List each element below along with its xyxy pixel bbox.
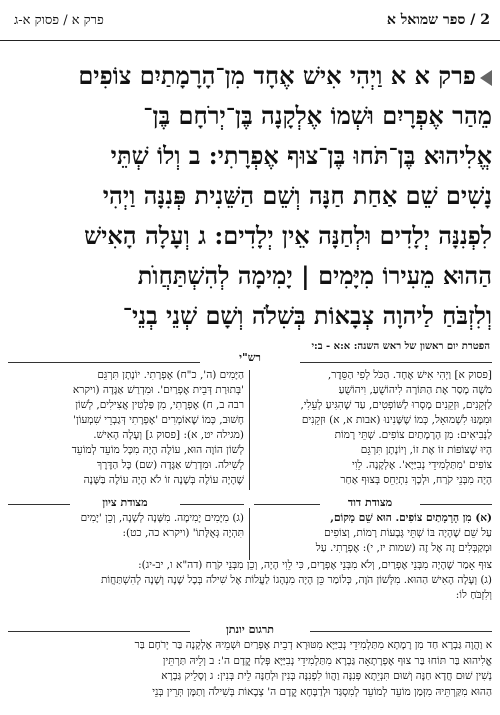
page-header bbox=[0, 0, 500, 41]
commentary-line: וּמִמֶּנּוּ לִשְׁמוּאֵל, כְּמוֹ שֶׁשָּׁנִינוּ (אבות א, א) וּזְקֵנִים bbox=[301, 414, 492, 426]
metzudat-david-title: מצודת דוד bbox=[320, 496, 420, 509]
haftara-note: הפטרת יום ראשון של ראש השנה: א:א - ב:י bbox=[311, 341, 490, 352]
commentary-line: לַנְּבִיאִים: מִן הָרָמָתַיִם צוֹפִים. שְׁתֵּי רָמוֹת bbox=[334, 429, 492, 441]
commentary-line: 'בְּתוּרַת דְּבֵית אֶפְרַיִם'. וּמִדְרַשׁ אַגָּדָה (ויקרא bbox=[72, 384, 244, 396]
scripture-line: וְלִזְבֹּחַ לַיהוָה צְבָאוֹת בְּשִׁלֹה וְשָׁם שְׁנֵי בְנֵי־ bbox=[122, 301, 492, 330]
commentary-line: (ג) מִיָּמִים יָמִימָה. מִשָּׁנָה לְשָׁנָה, וְכֵן 'יָמִים bbox=[80, 512, 244, 524]
rashi-left-column bbox=[8, 368, 244, 490]
commentary-line: לְשִׁילֹה. וּמִדְרַשׁ אַגָּדָה (שם) כָּל הַדֶּרֶךְ bbox=[96, 459, 244, 471]
scripture-line: הַהוּא מֵעִירוֹ מִיָּמִים | יָמִימָה לְהִשְׁתַּחֲוֺת bbox=[137, 261, 492, 290]
rashi-title: רש"י bbox=[200, 351, 300, 364]
scripture-line: לִפְנִנָּה יְלָדִים וּלְחַנָּה אֵין יְלָדִים: ג וְעָלָה הָאִישׁ bbox=[84, 221, 492, 250]
commentary-line: צוֹפִים 'מִתַּלְמִידֵי נְבִיַּיָּא'. אֶלְקָנָה. לֵוִי bbox=[351, 459, 492, 471]
commentary-line: וּמְקַבְּלִים זֶה אֶל זֶה (שמות יז, י): אֶפְרָתִי. עַל bbox=[315, 542, 492, 554]
targum-title: תרגום יונתן bbox=[190, 623, 310, 636]
column-divider bbox=[249, 370, 250, 490]
arrow-left-icon bbox=[480, 70, 492, 86]
commentary-line: לְשׁוֹן הוֹוֶה הוּא, עוֹלֶה הָיָה מִכָּל מוֹעֵד לְמוֹעֵד bbox=[71, 444, 244, 456]
commentary-line: (א) מִן הָרָמָתַיִם צוֹפִים. הוּא שֵׁם מָקוֹם, bbox=[330, 512, 492, 524]
targum-line: אֱלִיהוּא בַּר תּוֹחוּ בַּר צוּף אֶפְרָתָאָה גַּבְרָא מִתַּלְמִידֵי נְבִיַּיָּא פְּלַח קֳדָם ה': ב וְלֵיהּ תַּרְתֵּין bbox=[162, 654, 492, 667]
column-divider bbox=[249, 508, 250, 560]
commentary-line: צוּף אָמַר שֶׁהָיָה מִבְּנֵי אֶפְרַיִם, וְלֹא מִבְּנֵי אֶפְרָיִם, כִּי לֵוִי הָיָה, וְכֵן מִבְּנֵי קֹרַח (דה"א ו, יב-יג): bbox=[138, 559, 492, 571]
commentary-line: הַיָּמִים (ה', כ"ח) אֶפְרָתִי. יוֹנָתָן תִּרְגֵּם bbox=[97, 369, 244, 381]
scripture-line: פרק א א וַיְהִי אִישׁ אֶחָד מִן־הָרָמָתַיִם צוֹפִים bbox=[8, 56, 492, 96]
commentary-line: הָיוּ שֶׁצּוֹפוֹת זוֹ אֶת זוֹ, וְיוֹנָתָן תִּרְגֵּם bbox=[360, 444, 492, 456]
targum-line: א וַהֲוָה גַּבְרָא חַד מִן רָמָתָא מִתַּלְמִידֵי נְבִיַּיָּא מִטּוּרָא דְבֵית אֶפְרַיִם וּשְׁמֵיהּ אֶלְקָנָה בַּר יְרֹחָם בַּר bbox=[134, 639, 492, 651]
metzudat-david-column bbox=[254, 511, 492, 558]
commentary-line: תִּהְיֶה גְּאֻלָּתוֹ' (ויקרא כה, כט): bbox=[122, 527, 244, 539]
commentary-line: (ג) וְעָלָה הָאִישׁ הַהוּא. מִלְּשׁוֹן הֹוֶה, כְּלוֹמַר כֵּן הָיָה מִנְהָגוֹ לַעֲלוֹת אֶל שִׁילֹה בְּכָל שָׁנָה וְשָׁנָה לְהִשְׁתַּחֲוֹת bbox=[100, 574, 492, 586]
commentary-line: שֶׁהָיָה עוֹלֶה בְּשָׁנָה זוֹ לֹא הָיָה עוֹלֶה בַּשָּׁנָה bbox=[83, 474, 244, 486]
scripture-line: מֵהַר אֶפְרָיִם וּשְׁמוֹ אֶלְקָנָה בֶּן־יְרֹחָם בֶּן־ bbox=[143, 101, 492, 130]
commentary-line: [פסוק א] וַיְהִי אִישׁ אֶחָד. הַכֹּל לְפִי הַסֵּדֶר, bbox=[327, 369, 492, 381]
commentary-line: מֹשֶׁה מָסַר אֶת הַתּוֹרָה לִיהוֹשֻׁעַ, וִיהוֹשֻׁעַ bbox=[338, 384, 492, 396]
commentary-line: עַל שֵׁם שֶׁהָיָה בּוֹ שְׁתֵּי גְּבָעוֹת רָמוֹת, וְצוֹפִים bbox=[324, 527, 492, 539]
rashi-right-column bbox=[254, 368, 492, 490]
commentary-line: הָיָה מִבְּנֵי קֹרַח, וּלְכָךְ נִתְיַחֵס בְּצוּף אַחַר bbox=[340, 474, 492, 486]
chapter-verse-label: פרק א / פסוק א-ג bbox=[14, 13, 104, 28]
commentary-line: לַזְּקֵנִים, וּזְקֵנִים מָסְרוּ לַשּׁוֹפְטִים, עַד שֶׁהִגִּיעַ לְעֵלִי, bbox=[300, 399, 492, 411]
targum-line: הַהוּא מִקַּרְתֵּיהּ מִזְּמַן מוֹעֵד לְמוֹעֵד לְמִסְגַּד וּלְדַבָּחָא קֳדָם ה' צְבָאוֹת בְּשִׁילֹה וְתַמָּן תְּרֵין בְּנֵי bbox=[152, 685, 492, 698]
targum-line: נְשִׁין שׁוּם חֲדָא חַנָּה וְשׁוּם תִּנְיֵתָא פְּנִנָּה וַהֲווֹ לִפְנִנָּה בְּנִין וּלְחַנָּה לֵית בְּנִין: ג וְסָלֵיק גַּבְרָא bbox=[161, 670, 492, 682]
metzudat-tzion-title: מצודת ציון bbox=[70, 496, 180, 509]
commentary-line: רבה ב, ח) אֶפְרָתִי, מִן פַּלְטִין אֲצִילִים, לְשׁוֹן bbox=[75, 399, 244, 411]
scripture-line: נָשִׁים שֵׁם אַחַת חַנָּה וְשֵׁם הַשֵּׁנִית פְּנִנָּה וַיְהִי bbox=[102, 181, 492, 210]
scripture-line: אֱלִיהוּא בֶּן־תֹּחוּ בֶּן־צוּף אֶפְרָתִי: ב וְלוֹ שְׁתֵּי bbox=[110, 141, 492, 170]
main-scripture-text bbox=[8, 56, 492, 338]
metzudat-tzion-column bbox=[8, 511, 244, 543]
commentary-line: וְלִזְבֹּחַ לוֹ: bbox=[455, 589, 492, 601]
commentary-line: (מגילה יט, א): [פסוק ג] וְעָלָה הָאִישׁ. bbox=[93, 429, 244, 441]
targum-text bbox=[8, 638, 492, 708]
page-label: 2 / ספר שמואל א bbox=[386, 12, 490, 28]
metzudat-david-continued bbox=[8, 558, 492, 620]
commentary-line: חָשׁוּב, כְּמוֹ שֶׁאוֹמְרִים 'אֶפְרָתִי דְּגַבְרֵי שִׁמְעוֹן' bbox=[73, 414, 244, 426]
